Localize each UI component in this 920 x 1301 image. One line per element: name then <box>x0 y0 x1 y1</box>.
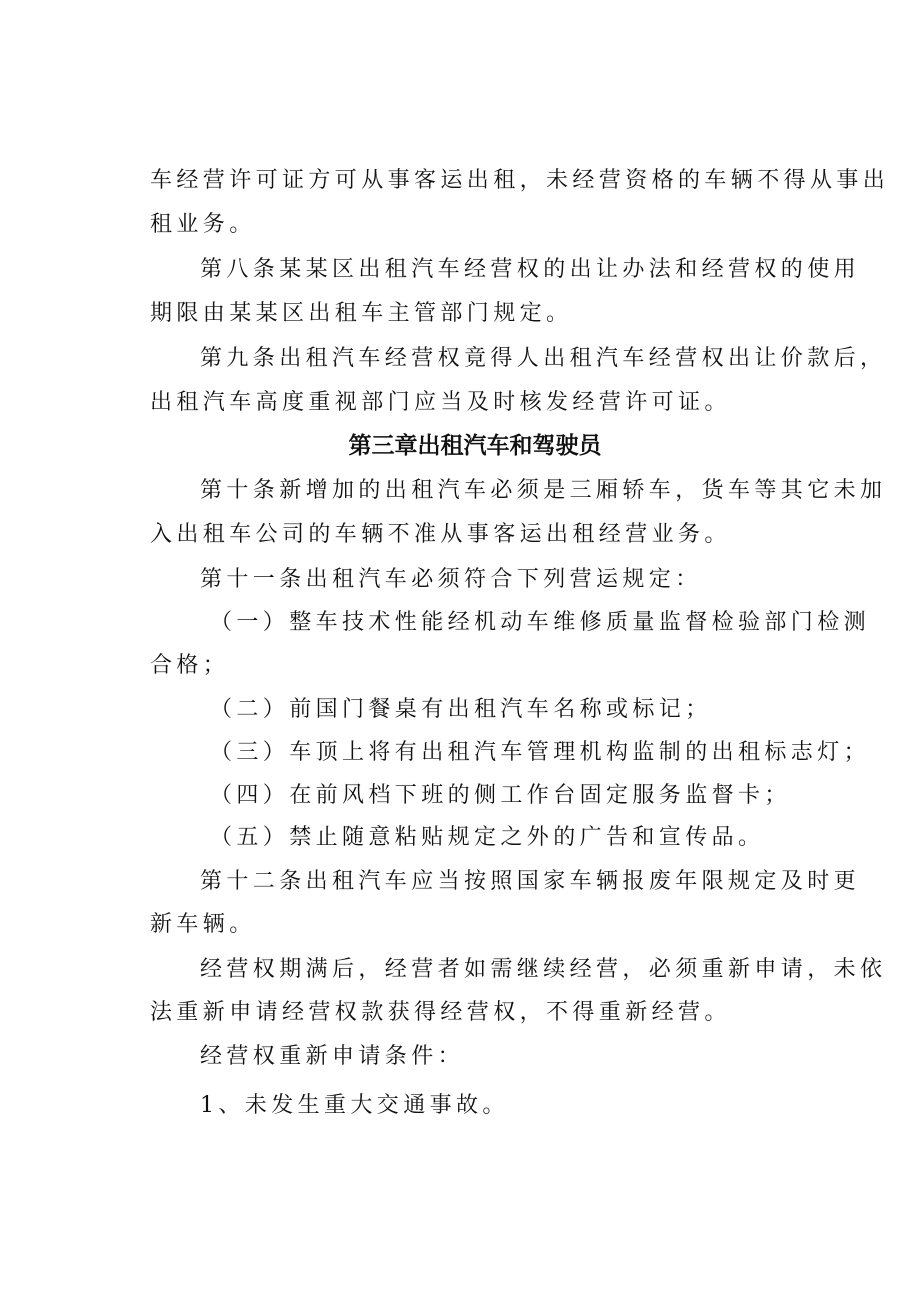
chapter-heading: 第三章出租汽车和驾驶员 <box>348 433 602 459</box>
body-line: （二）前国门餐桌有出租汽车名称或标记； <box>210 697 712 722</box>
body-line: 第九条出租汽车经营权竟得人出租汽车经营权出让价款后， <box>200 346 887 371</box>
body-line: 入出租车公司的车辆不准从事客运出租经营业务。 <box>150 522 731 547</box>
body-line: 第十一条出租汽车必须符合下列营运规定： <box>200 567 702 592</box>
body-line: 经营权期满后，经营者如需继续经营，必须重新申请，未依 <box>200 957 887 982</box>
body-line: 出租汽车高度重视部门应当及时核发经营许可证。 <box>150 390 731 415</box>
body-line: 租业务。 <box>150 212 256 237</box>
body-line: 期限由某某区出租车主管部门规定。 <box>150 301 573 326</box>
body-line: 1、未发生重大交通事故。 <box>200 1093 509 1118</box>
body-line: 新车辆。 <box>150 912 256 937</box>
body-line: 合格； <box>150 653 230 678</box>
body-line: （一）整车技术性能经机动车维修质量监督检验部门检测 <box>210 610 871 635</box>
body-line: （四）在前风档下班的侧工作台固定服务监督卡； <box>210 783 791 808</box>
body-line: 第八条某某区出租汽车经营权的出让办法和经营权的使用 <box>200 257 861 282</box>
body-line: 第十二条出租汽车应当按照国家车辆报废年限规定及时更 <box>200 869 861 894</box>
body-line: 车经营许可证方可从事客运出租，未经营资格的车辆不得从事出 <box>150 168 890 193</box>
body-line: （三）车顶上将有出租汽车管理机构监制的出租标志灯； <box>210 740 871 765</box>
body-line: （五）禁止随意粘贴规定之外的广告和宣传品。 <box>210 825 765 850</box>
body-line: 法重新申请经营权款获得经营权，不得重新经营。 <box>150 1000 731 1025</box>
body-line: 经营权重新申请条件： <box>200 1044 465 1069</box>
body-line: 第十条新增加的出租汽车必须是三厢轿车，货车等其它未加 <box>200 478 887 503</box>
